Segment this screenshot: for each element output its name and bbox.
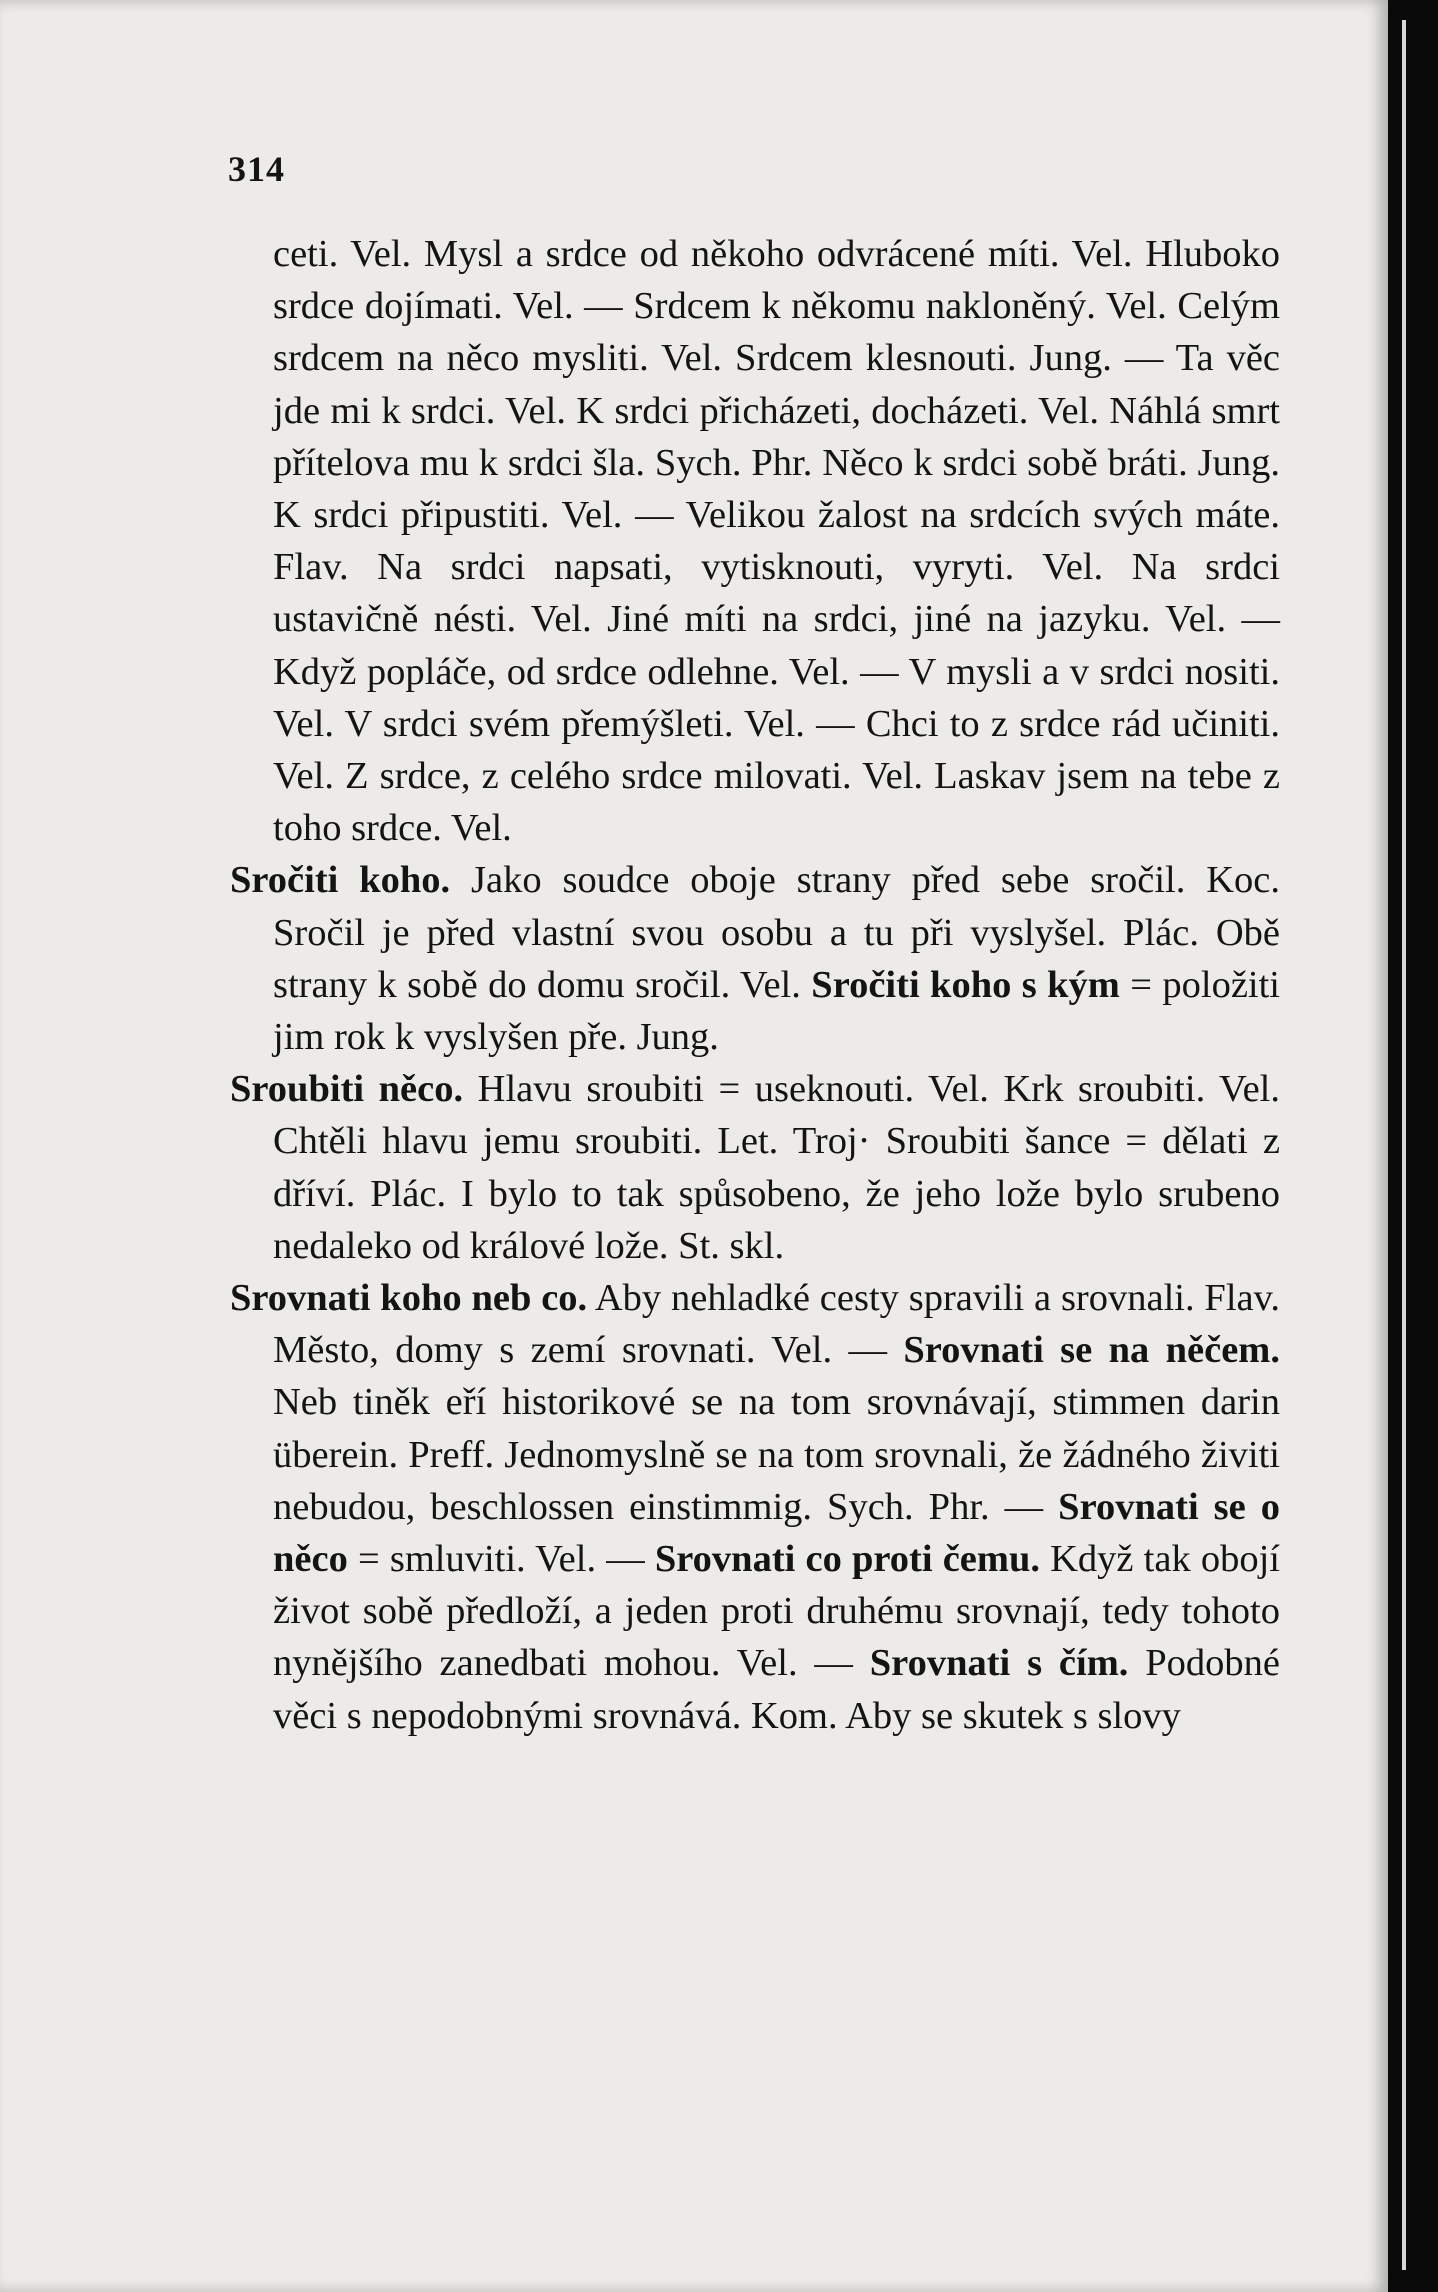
scan-edge <box>1388 0 1438 2292</box>
entry-srovnati <box>230 1272 1281 1742</box>
entry-text: Neb tiněk eří historikové se na tom srovnávají, stimmen darin überein. Preff. Jednomyslně se na tom srovnali, že žádného živiti nebudou, beschlossen einstimmig. Sych. Phr. — <box>273 1381 1280 1528</box>
entry-text: Podobné věci s nepodobnými srovnává. Kom. Aby se skutek s slovy <box>273 1642 1281 1737</box>
page-number: 314 <box>228 149 285 189</box>
entry-text: Hlavu sroubiti = useknouti. Vel. Krk sroubiti. Vel. Chtěli hlavu jemu sroubiti. Let. Troj· Sroubiti šance = dělati z dříví. Plác. I bylo to tak spůsobeno, že jeho lože bylo srubeno nedaleko od králové lože. St. skl. <box>273 1068 1280 1267</box>
entry-text: = smluviti. Vel. — <box>347 1538 655 1581</box>
headword: Srovnati koho neb co. <box>230 1277 588 1320</box>
headword: Sročiti koho. <box>230 859 451 902</box>
entry-continuation <box>273 228 1280 854</box>
scan-edge-line <box>1402 20 1406 2270</box>
entry-sroubiti <box>230 1063 1280 1272</box>
headword: Srovnati co proti čemu. <box>654 1538 1040 1581</box>
entry-text: Aby nehladké cesty spravili a srovnali. Flav. Město, domy s zemí srovnati. Vel. — <box>273 1277 1281 1372</box>
headword: Srovnati se na něčem. <box>903 1329 1280 1372</box>
dictionary-text <box>230 228 1280 1742</box>
headword: Sroubiti něco. <box>230 1068 464 1111</box>
entry-text: Jako soudce oboje strany před sebe sročil. Koc. Sročil je před vlastní svou osobu a tu při vyslyšel. Plác. Obě strany k sobě do domu sročil. Vel. <box>273 859 1280 1006</box>
entry-text: = položiti jim rok k vyslyšen pře. Jung. <box>273 963 1281 1059</box>
headword: Sročiti koho s kým <box>811 963 1120 1006</box>
entry-srociti <box>230 854 1281 1063</box>
entry-text: Když tak obojí život sobě předloží, a jeden proti druhému srovnají, tedy tohoto nynějšího zanedbati mohou. Vel. — <box>273 1538 1280 1685</box>
headword: Srovnati se o něco <box>273 1485 1280 1581</box>
headword: Srovnati s čím. <box>869 1642 1129 1685</box>
entry-text: ceti. Vel. Mysl a srdce od někoho odvrácené míti. Vel. Hluboko srdce dojímati. Vel. — Srdcem k někomu nakloněný. Vel. Celým srdcem na něco mysliti. Vel. Srdcem klesnouti. Jung. — Ta věc jde mi k srdci. Vel. K srdci přicházeti, docházeti. Vel. Náhlá smrt přítelova mu k srdci šla. Sych. Phr. Něco k srdci sobě bráti. Jung. K srdci připustiti. Vel. — Velikou žalost na srdcích svých máte. Flav. Na srdci napsati, vytisknouti, vyryti. Vel. Na srdci ustavičně nésti. Vel. Jiné míti na srdci, jiné na jazyku. Vel. — Když popláče, od srdce odlehne. Vel. — V mysli a v srdci nositi. Vel. V srdci svém přemýšleti. Vel. — Chci to z srdce rád učiniti. Vel. Z srdce, z celého srdce milovati. Vel. Laskav jsem na tebe z toho srdce. Vel. <box>273 233 1280 850</box>
